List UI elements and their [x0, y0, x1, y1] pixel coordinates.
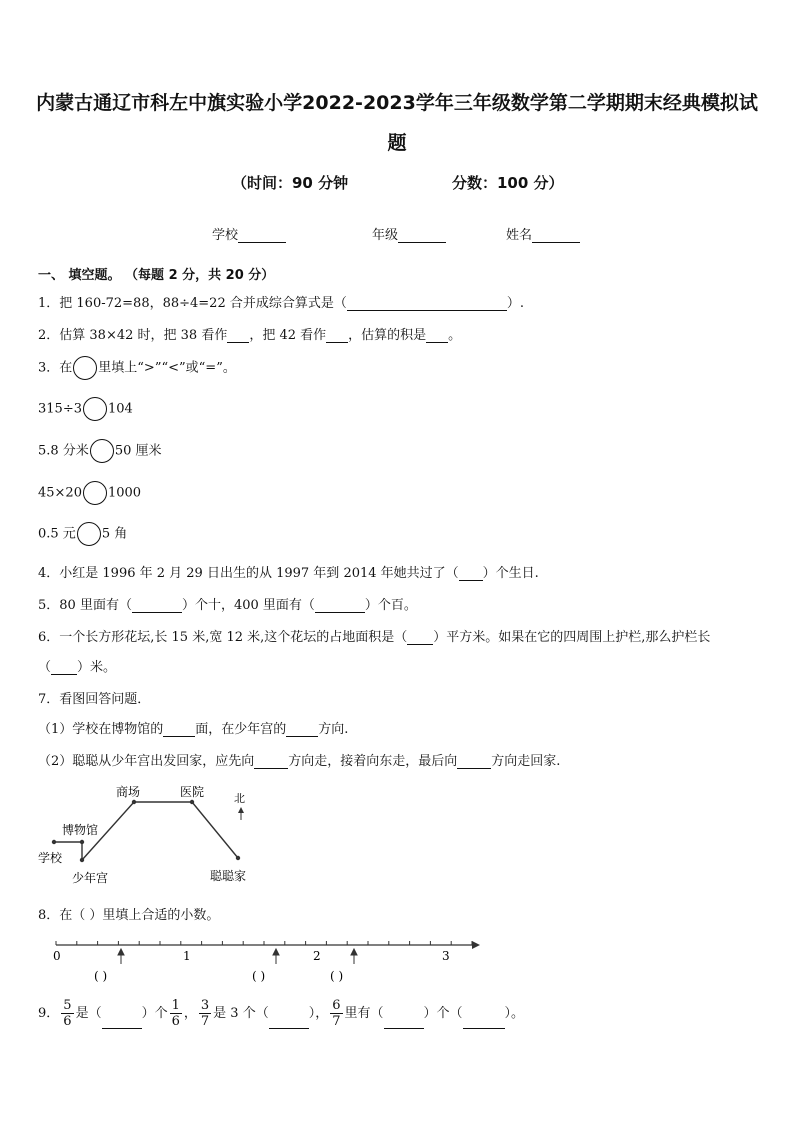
home-point — [236, 856, 240, 860]
question-6-cont: （ ）米。 — [38, 660, 117, 675]
map-label-home: 聪聪家 — [210, 869, 247, 883]
answer-blank[interactable] — [227, 330, 249, 343]
number-line — [40, 930, 490, 986]
grade-blank[interactable] — [398, 230, 446, 243]
compare-row-3: 45×20 1000 — [38, 481, 141, 505]
question-3: 3．在 里填上“>”“<”或“=”。 — [38, 356, 236, 380]
question-7-part1: （1）学校在博物馆的 面，在少年宫的 方向. — [38, 722, 349, 737]
school-field[interactable] — [212, 224, 286, 243]
answer-blank[interactable] — [463, 1016, 505, 1029]
answer-paren[interactable]: ( ) — [94, 969, 108, 983]
compare-circle[interactable] — [83, 481, 107, 505]
answer-blank[interactable] — [426, 330, 448, 343]
exam-title-line1: 内蒙古通辽市科左中旗实验小学2022-2023学年三年级数学第二学期期末经典模拟试 — [36, 92, 758, 114]
hospital-point — [190, 800, 194, 804]
school-blank[interactable] — [238, 230, 286, 243]
north-label: 北 — [234, 792, 245, 805]
compare-circle[interactable] — [77, 522, 101, 546]
name-field[interactable] — [506, 224, 580, 243]
map-label-mall: 商场 — [116, 785, 141, 799]
fraction: $\frac{5}{6}$ — [63, 998, 72, 1029]
question-6: 6．一个长方形花坛,长 15 米,宽 12 米,这个花坛的占地面积是（ ）平方米。如果在它的四周围上护栏,那么护栏长 — [38, 630, 711, 645]
question-1: 1．把 160-72=88，88÷4=22 合并成综合算式是（ ）. — [38, 296, 524, 311]
mall-point — [132, 800, 136, 804]
answer-blank[interactable] — [347, 298, 507, 311]
answer-blank[interactable] — [132, 600, 182, 613]
map-label-hospital: 医院 — [180, 785, 205, 799]
answer-blank[interactable] — [269, 1016, 309, 1029]
question-5: 5．80 里面有（ ）个十，400 里面有（ ）个百。 — [38, 598, 417, 613]
answer-blank[interactable] — [384, 1016, 424, 1029]
compare-row-2: 5.8 分米 50 厘米 — [38, 439, 162, 463]
grade-label: 年级 — [372, 228, 399, 243]
answer-paren[interactable]: ( ) — [330, 969, 344, 983]
answer-blank[interactable] — [254, 756, 288, 769]
answer-blank[interactable] — [326, 330, 348, 343]
answer-blank[interactable] — [459, 568, 483, 581]
section-heading: 一、 填空题。 （每题 2 分，共 20 分） — [38, 268, 275, 283]
answer-blank[interactable] — [163, 724, 195, 737]
fraction: $\frac{3}{7}$ — [200, 998, 210, 1029]
map-label-school: 学校 — [38, 851, 63, 865]
museum-point — [80, 840, 84, 844]
school-point — [52, 840, 56, 844]
name-blank[interactable] — [532, 230, 580, 243]
answer-blank[interactable] — [102, 1016, 142, 1029]
north-arrow-icon — [238, 807, 244, 820]
map-label-youth-palace: 少年宫 — [72, 871, 109, 885]
question-4: 4．小红是 1996 年 2 月 29 日出生的从 1997 年到 2014 年她共过了（ ）个生日. — [38, 566, 539, 581]
answer-blank[interactable] — [457, 756, 491, 769]
answer-blank[interactable] — [315, 600, 365, 613]
compare-circle[interactable] — [83, 397, 107, 421]
compare-circle-icon — [73, 356, 97, 380]
tick-label-2: 2 — [313, 949, 321, 963]
compare-row-4: 0.5 元 5 角 — [38, 522, 127, 546]
question-2: 2．估算 38×42 时，把 38 看作 ，把 42 看作 ，估算的积是 。 — [38, 328, 462, 343]
tick-label-1: 1 — [183, 949, 191, 963]
question-9: 9． $\frac{5}{6}$ 是（ ）个 $\frac{1}{6}$ ， $\frac{3}{7}$ 是 3 个（ ）， $\frac{6}{7}$ 里有（ ）个（ ）。 — [38, 998, 525, 1029]
score-label: 分数：100 分） — [452, 174, 564, 192]
answer-blank[interactable] — [51, 662, 77, 675]
tick-label-3: 3 — [442, 949, 450, 963]
number-line-arrow-icon — [472, 941, 480, 949]
exam-title-line2: 题 — [387, 132, 407, 154]
fraction: $\frac{1}{6}$ — [171, 998, 180, 1029]
question-7: 7．看图回答问题． — [38, 692, 151, 707]
fraction: $\frac{6}{7}$ — [332, 998, 341, 1029]
answer-paren[interactable]: ( ) — [252, 969, 266, 983]
compare-circle[interactable] — [90, 439, 114, 463]
answer-blank[interactable] — [407, 632, 433, 645]
question-7-part2: （2）聪聪从少年宫出发回家，应先向 方向走，接着向东走，最后向 方向走回家. — [38, 754, 561, 769]
time-label: （时间：90 分钟 — [232, 174, 349, 192]
school-label: 学校 — [212, 228, 239, 243]
youth-palace-point — [80, 858, 84, 862]
name-label: 姓名 — [506, 228, 533, 243]
question-8: 8．在（ ）里填上合适的小数。 — [38, 908, 220, 923]
grade-field[interactable] — [372, 224, 446, 243]
route-map — [30, 780, 270, 892]
answer-blank[interactable] — [286, 724, 318, 737]
map-label-museum: 博物馆 — [62, 823, 99, 837]
compare-row-1: 315÷3 104 — [38, 397, 133, 421]
tick-label-0: 0 — [53, 949, 61, 963]
